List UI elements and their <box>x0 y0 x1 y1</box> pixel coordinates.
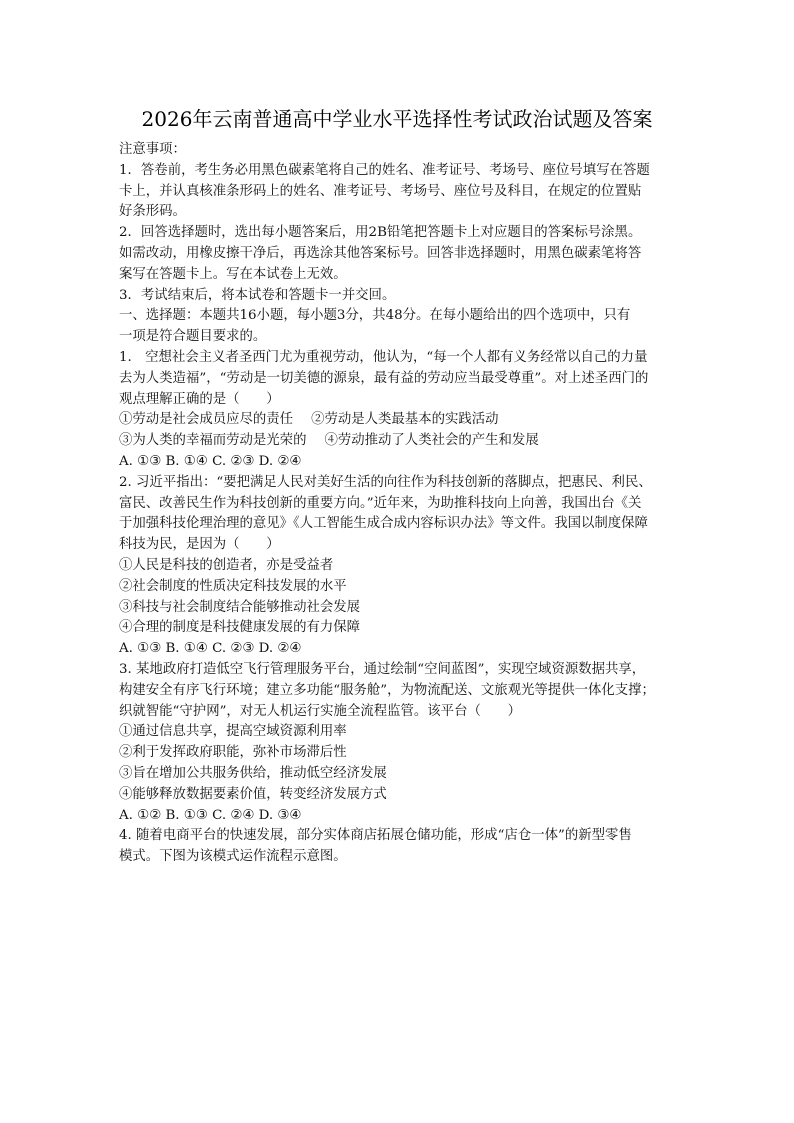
question-3-stem: 构建安全有序飞行环境；建立多功能“服务舱”，为物流配送、文旅观光等提供一体化支撑； <box>119 682 655 698</box>
section-heading: 一、选择题：本题共16小题，每小题3分，共48分。在每小题给出的四个选项中，只有 <box>119 308 631 324</box>
question-1-option: ②劳动是人类最基本的实践活动 <box>311 412 499 428</box>
question-1-option: ④劳动推动了人类社会的产生和发展 <box>324 433 539 449</box>
question-3-option: ②利于发挥政府职能，弥补市场滞后性 <box>119 745 347 761</box>
question-2-stem: 富民、改善民生作为科技创新的重要方向。”近年来，为助推科技向上向善，我国出台《关 <box>119 495 642 511</box>
notice-line: 2．回答选择题时，选出每小题答案后，用2B铅笔把答题卡上对应题目的答案标号涂黑。 <box>119 225 642 241</box>
question-2-answers: A. ①③ B. ①④ C. ②③ D. ②④ <box>119 641 302 657</box>
question-1-option: ①劳动是社会成员应尽的责任 <box>119 412 294 428</box>
question-4-stem: 模式。下图为该模式运作流程示意图。 <box>119 849 347 865</box>
notice-heading: 注意事项： <box>119 142 186 157</box>
question-2-option: ②社会制度的性质决定科技发展的水平 <box>119 578 347 594</box>
question-3-stem: 织就智能“守护网”，对无人机运行实施全流程监管。该平台（ ） <box>119 703 522 719</box>
question-2-option: ③科技与社会制度结合能够推动社会发展 <box>119 599 361 615</box>
question-3-option: ①通过信息共享，提高空域资源利用率 <box>119 724 347 740</box>
section-heading: 一项是符合题目要求的。 <box>119 329 267 345</box>
question-2-stem: 于加强科技伦理治理的意见》《人工智能生成合成内容标识办法》等文件。我国以制度保障 <box>119 516 648 532</box>
question-1-options-row <box>119 410 679 431</box>
question-2-stem: 科技为民，是因为（ ） <box>119 537 280 553</box>
notice-line: 3．考试结束后，将本试卷和答题卡一并交回。 <box>119 287 396 303</box>
question-3-stem: 3. 某地政府打造低空飞行管理服务平台，通过绘制“空间蓝图”，实现空域资源数据共享， <box>119 661 646 677</box>
notice-line: 案写在答题卡上。写在本试卷上无效。 <box>119 266 347 282</box>
notice-line: 1．答卷前，考生务必用黑色碳素笔将自己的姓名、准考证号、考场号、座位号填写在答题 <box>119 162 650 178</box>
question-2-option: ①人民是科技的创造者，亦是受益者 <box>119 557 334 573</box>
document-body <box>119 140 679 868</box>
notice-line: 卡上，并认真核准条形码上的姓名、准考证号、考场号、座位号及科目，在规定的位置贴 <box>119 183 642 199</box>
notice-line: 如需改动，用橡皮擦干净后，再选涂其他答案标号。回答非选择题时，用黑色碳素笔将答 <box>119 245 642 261</box>
page-title: 2026年云南普通高中学业水平选择性考试政治试题及答案 <box>141 107 653 131</box>
question-1-stem: 去为人类造福”，“劳动是一切美德的源泉，最有益的劳动应当最受尊重”。对上述圣西门的 <box>119 370 649 386</box>
question-3-answers: A. ①② B. ①③ C. ②④ D. ③④ <box>119 807 302 823</box>
question-4-stem: 4. 随着电商平台的快速发展，部分实体商店拓展仓储功能，形成“店仓一体”的新型零售 <box>119 828 632 844</box>
question-3-option: ③旨在增加公共服务供给，推动低空经济发展 <box>119 765 387 781</box>
question-2-stem: 2. 习近平指出：“要把满足人民对美好生活的向往作为科技创新的落脚点，把惠民、利民、 <box>119 474 652 490</box>
question-1-stem: 1. 空想社会主义者圣西门尤为重视劳动，他认为，“每一个人都有义务经常以自己的力量 <box>119 349 648 365</box>
question-3-option: ④能够释放数据要素价值，转变经济发展方式 <box>119 786 387 802</box>
question-2-option: ④合理的制度是科技健康发展的有力保障 <box>119 620 361 636</box>
question-1-option: ③为人类的幸福而劳动是光荣的 <box>119 433 307 449</box>
notice-line: 好条形码。 <box>119 204 186 220</box>
question-1-answers: A. ①③ B. ①④ C. ②③ D. ②④ <box>119 453 302 469</box>
question-1-options-row <box>119 431 679 452</box>
question-1-stem: 观点理解正确的是（ ） <box>119 391 280 407</box>
